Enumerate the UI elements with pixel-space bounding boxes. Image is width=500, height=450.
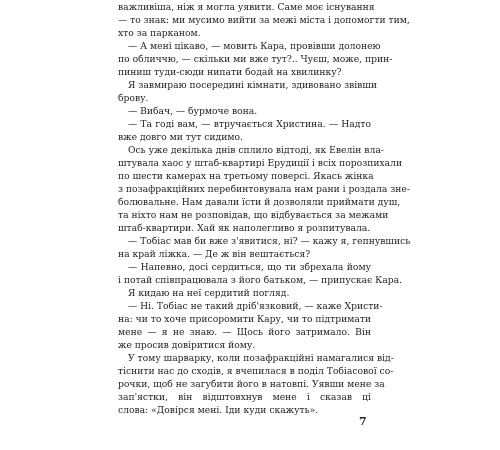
- text-line: слова: «Довірся мені. Іди куди скажуть».: [118, 405, 319, 416]
- text-line: Я завмираю посередині кімнати, здивовано звівши: [128, 80, 378, 91]
- text-line: — Тобіас мав би вже з'явитися, ні? — кажу я, гепнувшись: [128, 236, 411, 247]
- text-line: же просив довіритися йому.: [118, 340, 256, 351]
- text-line: Я кидаю на неї сердитий погляд.: [128, 288, 290, 299]
- text-line: з позафракційних перебинтовувала нам рани і роздала зне-: [118, 184, 410, 195]
- text-line: штувала хаос у штаб-квартирі Ерудиції і всіх порозпихали: [118, 158, 403, 169]
- text-line: зап'ястки, він відштовхнув мене і сказав ці: [118, 392, 371, 403]
- text-line: по обличчю, — скільки ми вже тут?.. Чуєш, може, прин-: [118, 54, 393, 65]
- text-line: на: чи то хоче присоромити Кару, чи то підтримати: [118, 314, 372, 325]
- text-line: вже довго ми тут сидимо.: [118, 132, 243, 143]
- text-line: — Вибач, — бурмоче вона.: [128, 106, 258, 117]
- text-line: тіснити нас до сходів, я вчепилася в поділ Тобіасової со-: [118, 366, 394, 377]
- body-text: [118, 1, 411, 417]
- text-line: і потай співпрацювала з його батьком, — припускає Кара.: [118, 275, 403, 286]
- text-line: важливіша, ніж я могла уявити. Саме моє існування: [118, 2, 375, 13]
- text-line: на край ліжка. — Де ж він вештається?: [118, 249, 311, 260]
- text-line: брову.: [118, 93, 149, 104]
- text-line: болювальне. Нам давали їсти й дозволяли приймати душ,: [118, 197, 401, 208]
- text-line: мене — я не знаю. — Щось його затримало. Він: [118, 327, 371, 338]
- text-line: — Напевно, досі сердиться, що ти збрехала йому: [128, 262, 371, 273]
- text-line: — то знак: ми мусимо вийти за межі міста і допомогти тим,: [118, 15, 410, 26]
- text-line: пиниш туди-сюди нипати бодай на хвилинку?: [118, 67, 342, 78]
- text-line: хто за парканом.: [118, 28, 201, 39]
- text-line: та ніхто нам не розповідав, що відбувається за межами: [118, 210, 389, 221]
- text-line: по шести камерах на третьому поверсі. Якась жінка: [118, 171, 374, 182]
- text-line: — Та годі вам, — втручається Христина. — Надто: [128, 119, 371, 130]
- text-line: штаб-квартири. Хай як наполегливо я розпитувала.: [118, 223, 371, 234]
- text-line: — Ні. Тобіас не такий дріб'язковий, — каже Христи-: [128, 301, 383, 312]
- text-line: У тому шарварку, коли позафракційні намагалися від-: [128, 353, 394, 364]
- text-line: — А мені цікаво, — мовить Кара, провівши долонею: [128, 41, 381, 52]
- text-line: Ось уже декілька днів сплило відтоді, як Евелін вла-: [128, 145, 384, 156]
- page-number: 7: [359, 415, 367, 428]
- text-line: рочки, щоб не загубити його в натовпі. Уявши мене за: [118, 379, 385, 390]
